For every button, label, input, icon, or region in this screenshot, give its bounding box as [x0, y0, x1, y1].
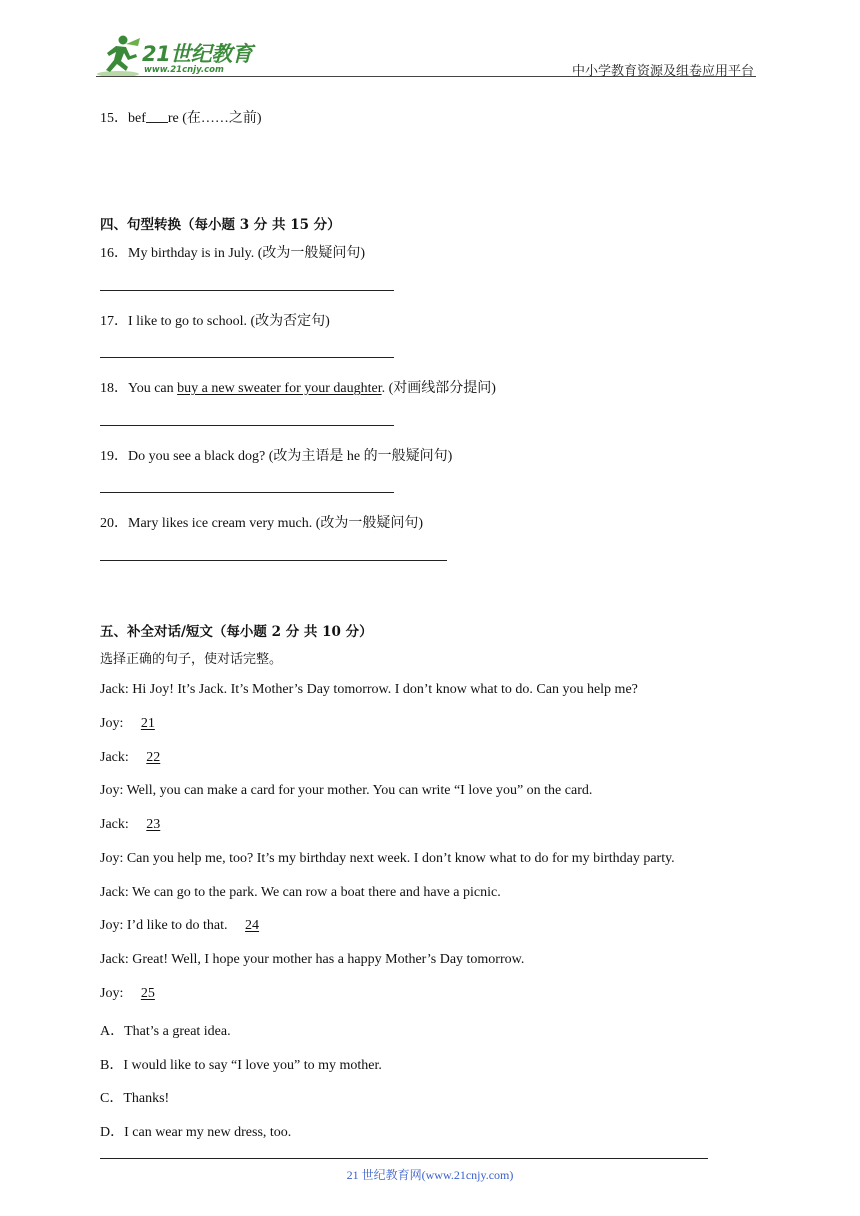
q18-prefix: 18．You can [100, 381, 178, 396]
q15-blank[interactable] [146, 110, 168, 123]
q15-pre: bef [128, 111, 146, 126]
q18-suffix: . (对画线部分提问) [381, 381, 496, 396]
dialogue-text: Joy: I’d like to do that. [100, 918, 228, 933]
q18-underlined-part: buy a new sweater for your daughter [177, 381, 382, 396]
dialogue-line-5 [100, 817, 172, 833]
dialogue-line-3 [100, 750, 172, 766]
speaker-joy: Joy: [100, 716, 124, 731]
question-19: 19．Do you see a black dog? (改为主语是 he 的一般疑问句) [100, 449, 453, 464]
blank-24[interactable]: 24 [245, 918, 260, 933]
dialogue-line-7: Jack: We can go to the park. We can row a boat there and have a picnic. [100, 885, 501, 900]
answer-line-17[interactable] [100, 357, 394, 358]
speaker-jack: Jack: [100, 817, 129, 832]
blank-23[interactable]: 23 [146, 817, 161, 832]
section-5-instruction: 选择正确的句子，使对话完整。 [100, 652, 283, 667]
option-b: B．I would like to say “I love you” to my mother. [100, 1058, 382, 1073]
page-header [96, 30, 756, 78]
speaker-joy: Joy: [100, 986, 124, 1001]
header-platform-text: 中小学教育资源及组卷应用平台 [571, 63, 754, 78]
dialogue-line-2 [100, 716, 167, 732]
option-a: A．That’s a great idea. [100, 1024, 231, 1039]
question-17: 17．I like to go to school. (改为否定句) [100, 314, 330, 329]
dialogue-line-1: Jack: Hi Joy! It’s Jack. It’s Mother’s Day tomorrow. I don’t know what to do. Can you help me? [100, 682, 638, 697]
answer-line-19[interactable] [100, 492, 394, 493]
question-16: 16．My birthday is in July. (改为一般疑问句) [100, 246, 366, 261]
option-c: C．Thanks! [100, 1091, 170, 1106]
dialogue-line-10 [100, 986, 167, 1002]
dialogue-line-4: Joy: Well, you can make a card for your mother. You can write “I love you” on the card. [100, 783, 593, 798]
option-d: D．I can wear my new dress, too. [100, 1125, 292, 1140]
speaker-jack: Jack: [100, 750, 129, 765]
runner-logo-icon [96, 34, 142, 78]
dialogue-line-8 [100, 918, 271, 934]
section-4-title: 四、句型转换（每小题 3 分 共 15 分） [100, 217, 341, 233]
footer-link[interactable]: 21 世纪教育网(www.21cnjy.com) [346, 1168, 514, 1182]
answer-line-16[interactable] [100, 290, 394, 291]
blank-22[interactable]: 22 [146, 750, 161, 765]
blank-21[interactable]: 21 [140, 716, 155, 731]
site-logo [96, 34, 266, 78]
question-18 [100, 377, 496, 397]
q15-number: 15． [100, 111, 128, 126]
blank-25[interactable]: 25 [140, 986, 155, 1001]
question-20: 20．Mary likes ice cream very much. (改为一般疑问句) [100, 516, 424, 531]
dialogue-line-6: Joy: Can you help me, too? It’s my birthday next week. I don’t know what to do for my birthday party. [100, 851, 675, 866]
q15-post: re (在……之前) [167, 111, 262, 126]
header-divider [96, 76, 756, 77]
footer-divider [100, 1158, 708, 1159]
answer-line-20[interactable] [100, 560, 447, 561]
question-15 [100, 107, 262, 127]
logo-url: www.21cnjy.com [144, 65, 224, 75]
section-5-title: 五、补全对话/短文（每小题 2 分 共 10 分） [100, 624, 373, 640]
dialogue-line-9: Jack: Great! Well, I hope your mother has a happy Mother’s Day tomorrow. [100, 952, 525, 967]
logo-text: 21世纪教育 [142, 42, 253, 66]
answer-line-18[interactable] [100, 425, 394, 426]
